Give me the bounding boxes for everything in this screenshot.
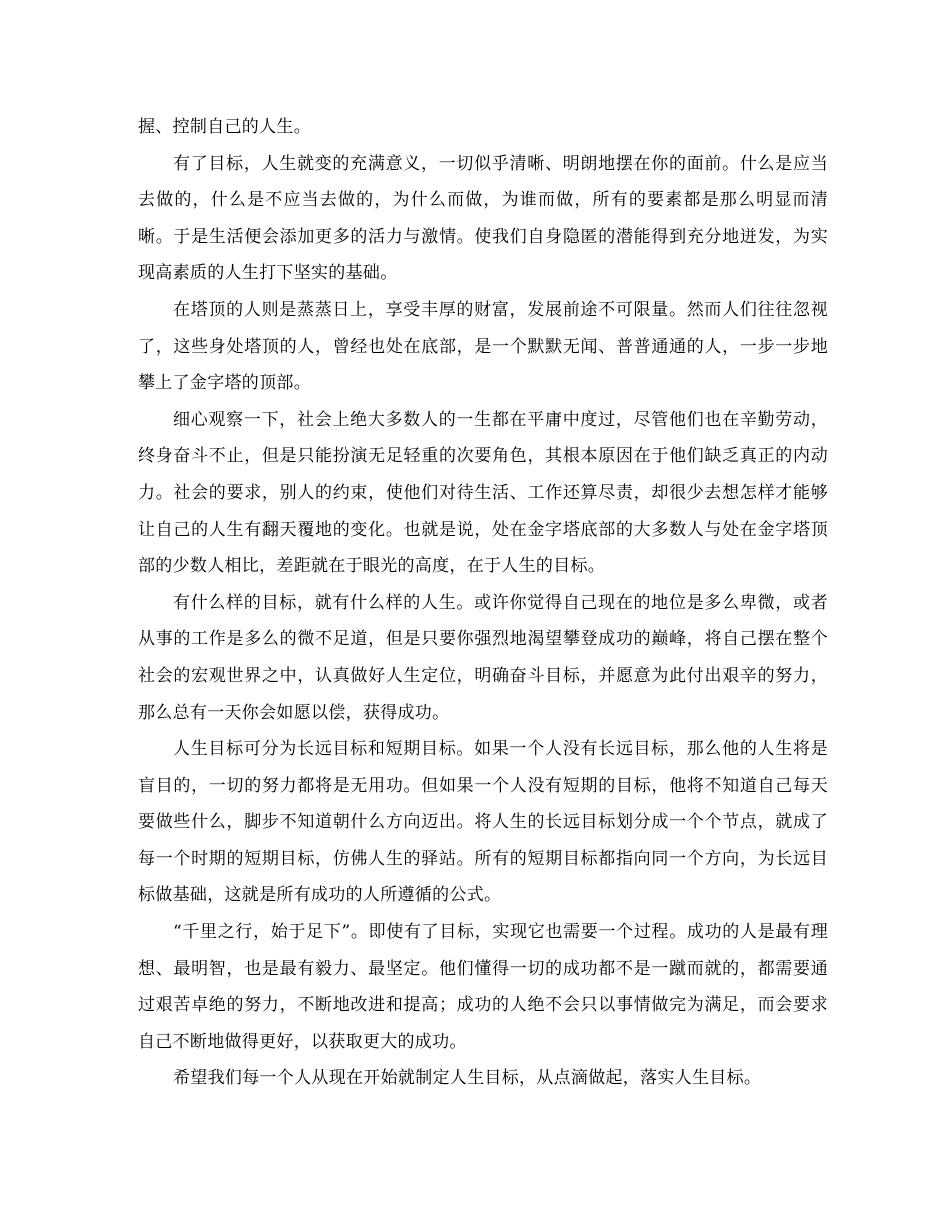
paragraph-pyramid-top: 在塔顶的人则是蒸蒸日上，享受丰厚的财富，发展前途不可限量。然而人们往往忽视了，这些身处塔顶的人，曾经也处在底部，是一个默默无闻、普普通通的人，一步一步地攀上了金字塔的顶部。 bbox=[138, 299, 828, 394]
paragraph-what-goal: 有什么样的目标，就有什么样的人生。或许你觉得自己现在的地位是多么卑微，或者从事的工作是多么的微不足道，但是只要你强烈地渴望攀登成功的巅峰，将自己摆在整个社会的宏观世界之中，认真做好人生定位，明确奋斗目标，并愿意为此付出艰辛的努力，那么总有一天你会如愿以偿，获得成功。 bbox=[138, 592, 828, 723]
paragraph-conclusion: 希望我们每一个人从现在开始就制定人生目标，从点滴做起，落实人生目标。 bbox=[173, 1068, 762, 1089]
document-body bbox=[138, 109, 828, 1097]
paragraph-observation: 细心观察一下，社会上绝大多数人的一生都在平庸中度过，尽管他们也在辛勤劳动，终身奋斗不止，但是只能扮演无足轻重的次要角色，其根本原因在于他们缺乏真正的内动力。社会的要求，别人的约束，使他们对待生活、工作还算尽责，却很少去想怎样才能够让自己的人生有翻天覆地的变化。也就是说，处在金字塔底部的大多数人与处在金字塔顶部的少数人相比，差距就在于眼光的高度，在于人生的目标。 bbox=[138, 409, 828, 577]
paragraph-goals-meaning: 有了目标，人生就变的充满意义，一切似乎清晰、明朗地摆在你的面前。什么是应当去做的，什么是不应当去做的，为什么而做，为谁而做，所有的要素都是那么明显而清晰。于是生活便会添加更多的活力与激情。使我们自身隐匿的潜能得到充分地迸发，为实现高素质的人生打下坚实的基础。 bbox=[138, 153, 828, 284]
paragraph-long-short-goals: 人生目标可分为长远目标和短期目标。如果一个人没有长远目标，那么他的人生将是盲目的，一切的努力都将是无用功。但如果一个人没有短期的目标，他将不知道自己每天要做些什么，脚步不知道朝什么方向迈出。将人生的长远目标划分成一个个节点，就成了每一个时期的短期目标，仿佛人生的驿站。所有的短期目标都指向同一个方向，为长远目标做基础，这就是所有成功的人所遵循的公式。 bbox=[138, 739, 828, 906]
paragraph-continuation: 握、控制自己的人生。 bbox=[138, 117, 311, 137]
paragraph-journey: “千里之行，始于足下”。即使有了目标，实现它也需要一个过程。成功的人是最有理想、最明智，也是最有毅力、最坚定。他们懂得一切的成功都不是一蹴而就的，都需要通过艰苦卓绝的努力，不断地改进和提高；成功的人绝不会只以事情做完为满足，而会要求自己不断地做得更好，以获取更大的成功。 bbox=[138, 922, 828, 1052]
